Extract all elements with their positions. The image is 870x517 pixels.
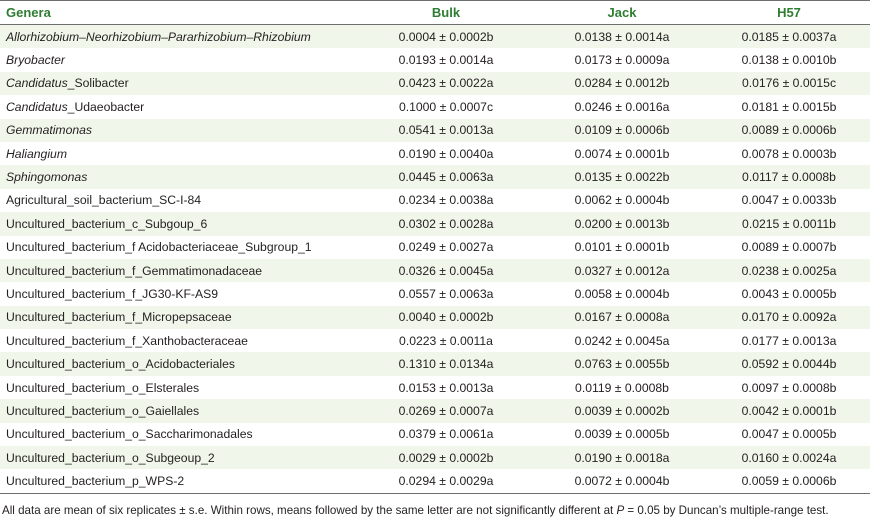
h57-value-cell: 0.0160 ± 0.0024a — [708, 446, 870, 469]
genus-cell — [0, 189, 356, 212]
genus-cell — [0, 212, 356, 235]
jack-value-cell: 0.0327 ± 0.0012a — [536, 259, 708, 282]
footnote-text-end: = 0.05 by Duncan’s multiple-range test. — [624, 503, 829, 517]
genus-cell — [0, 236, 356, 259]
bulk-value-cell: 0.0153 ± 0.0013a — [356, 376, 536, 399]
bulk-value-cell: 0.0423 ± 0.0022a — [356, 72, 536, 95]
genus-cell — [0, 469, 356, 493]
table-row — [0, 119, 870, 142]
genus-cell — [0, 306, 356, 329]
genus-name: Uncultured_bacterium_f_Micropepsaceae — [6, 310, 232, 325]
bulk-value-cell: 0.0190 ± 0.0040a — [356, 142, 536, 165]
table-row — [0, 212, 870, 235]
genus-name: Uncultured_bacterium_f Acidobacteriaceae_Subgroup_1 — [6, 240, 312, 255]
table-row — [0, 48, 870, 71]
bulk-value-cell: 0.0326 ± 0.0045a — [356, 259, 536, 282]
genus-cell — [0, 119, 356, 142]
table-row — [0, 282, 870, 305]
table-row — [0, 25, 870, 49]
genus-cell — [0, 423, 356, 446]
genus-cell — [0, 446, 356, 469]
jack-value-cell: 0.0101 ± 0.0001b — [536, 236, 708, 259]
bulk-value-cell: 0.0541 ± 0.0013a — [356, 119, 536, 142]
h57-value-cell: 0.0117 ± 0.0008b — [708, 165, 870, 188]
jack-value-cell: 0.0109 ± 0.0006b — [536, 119, 708, 142]
footnote-text: All data are mean of six replicates ± s.e. Within rows, means followed by the same letter are not significantly different at — [2, 503, 617, 517]
bulk-value-cell: 0.1000 ± 0.0007c — [356, 95, 536, 118]
h57-value-cell: 0.0177 ± 0.0013a — [708, 329, 870, 352]
jack-value-cell: 0.0119 ± 0.0008b — [536, 376, 708, 399]
genus-name: Uncultured_bacterium_f_Xanthobacteraceae — [6, 333, 248, 348]
genus-name: Uncultured_bacterium_o_Saccharimonadales — [6, 427, 253, 442]
table-row — [0, 399, 870, 422]
genus-name: Uncultured_bacterium_f_Gemmatimonadaceae — [6, 263, 263, 278]
jack-value-cell: 0.0242 ± 0.0045a — [536, 329, 708, 352]
h57-value-cell: 0.0059 ± 0.0006b — [708, 469, 870, 493]
bulk-value-cell: 0.0029 ± 0.0002b — [356, 446, 536, 469]
bulk-value-cell: 0.0193 ± 0.0014a — [356, 48, 536, 71]
jack-value-cell: 0.0062 ± 0.0004b — [536, 189, 708, 212]
h57-value-cell: 0.0043 ± 0.0005b — [708, 282, 870, 305]
table-row — [0, 446, 870, 469]
header-genera: Genera — [0, 1, 356, 25]
table-row — [0, 95, 870, 118]
jack-value-cell: 0.0135 ± 0.0022b — [536, 165, 708, 188]
genus-name: Agricultural_soil_bacterium_SC-I-84 — [6, 193, 202, 208]
bulk-value-cell: 0.0557 ± 0.0063a — [356, 282, 536, 305]
table-row — [0, 306, 870, 329]
genus-name-italic: Candidatus — [6, 76, 68, 91]
genus-name: Uncultured_bacterium_p_WPS-2 — [6, 474, 185, 489]
table-row — [0, 376, 870, 399]
jack-value-cell: 0.0058 ± 0.0004b — [536, 282, 708, 305]
genus-name: Uncultured_bacterium_f_JG30-KF-AS9 — [6, 286, 219, 301]
genus-cell — [0, 95, 356, 118]
h57-value-cell: 0.0138 ± 0.0010b — [708, 48, 870, 71]
table-row — [0, 469, 870, 493]
jack-value-cell: 0.0190 ± 0.0018a — [536, 446, 708, 469]
bulk-value-cell: 0.0223 ± 0.0011a — [356, 329, 536, 352]
h57-value-cell: 0.0047 ± 0.0033b — [708, 189, 870, 212]
genus-name: Uncultured_bacterium_c_Subgoup_6 — [6, 216, 208, 231]
h57-value-cell: 0.0185 ± 0.0037a — [708, 25, 870, 49]
table-row — [0, 329, 870, 352]
header-bulk: Bulk — [356, 1, 536, 25]
genus-name: Uncultured_bacterium_o_Gaiellales — [6, 403, 200, 418]
table-row — [0, 259, 870, 282]
jack-value-cell: 0.0246 ± 0.0016a — [536, 95, 708, 118]
genus-cell — [0, 165, 356, 188]
bulk-value-cell: 0.0379 ± 0.0061a — [356, 423, 536, 446]
genus-cell — [0, 399, 356, 422]
jack-value-cell: 0.0138 ± 0.0014a — [536, 25, 708, 49]
table-footnote — [0, 494, 870, 517]
genus-cell — [0, 142, 356, 165]
jack-value-cell: 0.0074 ± 0.0001b — [536, 142, 708, 165]
h57-value-cell: 0.0181 ± 0.0015b — [708, 95, 870, 118]
genus-name-italic: Gemmatimonas — [6, 123, 93, 138]
jack-value-cell: 0.0039 ± 0.0005b — [536, 423, 708, 446]
genus-cell — [0, 72, 356, 95]
bulk-value-cell: 0.0249 ± 0.0027a — [356, 236, 536, 259]
table-row — [0, 352, 870, 375]
h57-value-cell: 0.0238 ± 0.0025a — [708, 259, 870, 282]
genus-name-italic: Bryobacter — [6, 53, 65, 68]
genus-name: _Udaeobacter — [67, 99, 145, 114]
genus-cell — [0, 329, 356, 352]
h57-value-cell: 0.0042 ± 0.0001b — [708, 399, 870, 422]
h57-value-cell: 0.0170 ± 0.0092a — [708, 306, 870, 329]
jack-value-cell: 0.0039 ± 0.0002b — [536, 399, 708, 422]
bulk-value-cell: 0.0269 ± 0.0007a — [356, 399, 536, 422]
h57-value-cell: 0.0089 ± 0.0007b — [708, 236, 870, 259]
bulk-value-cell: 0.0445 ± 0.0063a — [356, 165, 536, 188]
h57-value-cell: 0.0097 ± 0.0008b — [708, 376, 870, 399]
bulk-value-cell: 0.0040 ± 0.0002b — [356, 306, 536, 329]
jack-value-cell: 0.0173 ± 0.0009a — [536, 48, 708, 71]
genus-name: Uncultured_bacterium_o_Acidobacteriales — [6, 357, 235, 372]
header-row — [0, 1, 870, 25]
table-row — [0, 142, 870, 165]
jack-value-cell: 0.0763 ± 0.0055b — [536, 352, 708, 375]
table-row — [0, 236, 870, 259]
genus-name: Uncultured_bacterium_o_Subgeoup_2 — [6, 450, 215, 465]
genus-cell — [0, 259, 356, 282]
genus-name: Uncultured_bacterium_o_Elsterales — [6, 380, 200, 395]
jack-value-cell: 0.0167 ± 0.0008a — [536, 306, 708, 329]
bulk-value-cell: 0.0234 ± 0.0038a — [356, 189, 536, 212]
table-row — [0, 165, 870, 188]
table-header — [0, 1, 870, 25]
genus-cell — [0, 282, 356, 305]
header-jack: Jack — [536, 1, 708, 25]
genus-name-italic: Allorhizobium–Neorhizobium–Pararhizobium–Rhizobium — [6, 29, 311, 44]
jack-value-cell: 0.0072 ± 0.0004b — [536, 469, 708, 493]
h57-value-cell: 0.0176 ± 0.0015c — [708, 72, 870, 95]
footnote-p-symbol: P — [616, 503, 625, 517]
genus-name: _Solibacter — [67, 76, 129, 91]
header-h57: H57 — [708, 1, 870, 25]
bulk-value-cell: 0.1310 ± 0.0134a — [356, 352, 536, 375]
h57-value-cell: 0.0215 ± 0.0011b — [708, 212, 870, 235]
table-row — [0, 189, 870, 212]
jack-value-cell: 0.0284 ± 0.0012b — [536, 72, 708, 95]
bulk-value-cell: 0.0302 ± 0.0028a — [356, 212, 536, 235]
h57-value-cell: 0.0592 ± 0.0044b — [708, 352, 870, 375]
h57-value-cell: 0.0089 ± 0.0006b — [708, 119, 870, 142]
jack-value-cell: 0.0200 ± 0.0013b — [536, 212, 708, 235]
genus-name-italic: Candidatus — [6, 99, 68, 114]
genus-cell — [0, 352, 356, 375]
table-row — [0, 423, 870, 446]
h57-value-cell: 0.0047 ± 0.0005b — [708, 423, 870, 446]
genus-name-italic: Sphingomonas — [6, 170, 88, 185]
table-body — [0, 25, 870, 494]
h57-value-cell: 0.0078 ± 0.0003b — [708, 142, 870, 165]
table-row — [0, 72, 870, 95]
genus-cell — [0, 376, 356, 399]
bulk-value-cell: 0.0004 ± 0.0002b — [356, 25, 536, 49]
genus-name-italic: Haliangium — [6, 146, 67, 161]
bulk-value-cell: 0.0294 ± 0.0029a — [356, 469, 536, 493]
genus-cell — [0, 48, 356, 71]
genus-cell — [0, 25, 356, 49]
